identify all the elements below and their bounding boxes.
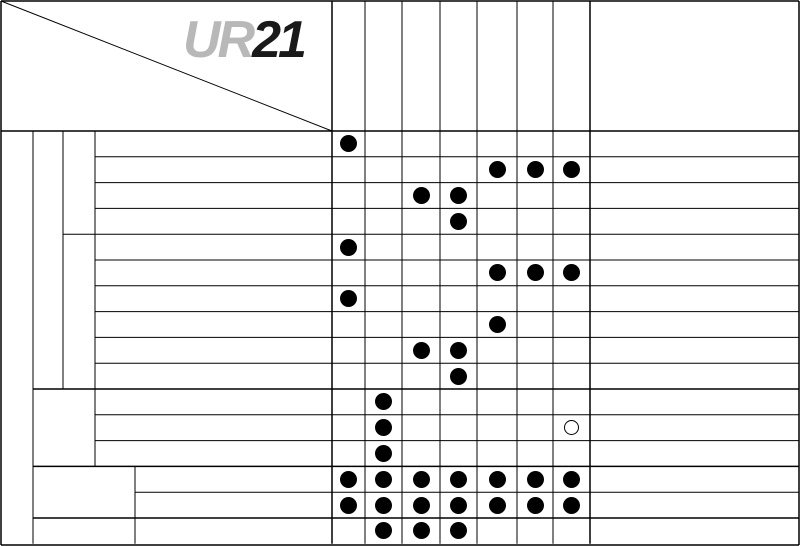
- compatible-mark: [450, 213, 467, 230]
- compatible-mark: [489, 471, 506, 488]
- compatible-mark: [527, 264, 544, 281]
- compatible-mark: [527, 497, 544, 514]
- compatible-mark: [340, 497, 357, 514]
- compatible-mark: [450, 497, 467, 514]
- compatible-mark: [489, 264, 506, 281]
- compatible-mark: [450, 187, 467, 204]
- compatible-mark: [489, 316, 506, 333]
- compatible-mark: [413, 471, 430, 488]
- compatible-mark: [340, 239, 357, 256]
- compatible-mark: [450, 471, 467, 488]
- compatible-mark: [375, 471, 392, 488]
- compatible-mark: [413, 187, 430, 204]
- compatible-mark: [527, 471, 544, 488]
- compatible-mark: [450, 368, 467, 385]
- compatible-mark: [375, 445, 392, 462]
- compatible-mark: [340, 471, 357, 488]
- ur21-logo: UR21: [183, 11, 304, 69]
- compatible-mark: [450, 342, 467, 359]
- compatible-mark: [527, 161, 544, 178]
- compatible-mark: [563, 471, 580, 488]
- compatible-mark: [489, 497, 506, 514]
- compatible-mark: [413, 497, 430, 514]
- compatible-mark: [563, 497, 580, 514]
- compatible-mark: [413, 522, 430, 539]
- compatible-mark: [413, 342, 430, 359]
- compatible-mark: [375, 497, 392, 514]
- compatible-mark: [489, 161, 506, 178]
